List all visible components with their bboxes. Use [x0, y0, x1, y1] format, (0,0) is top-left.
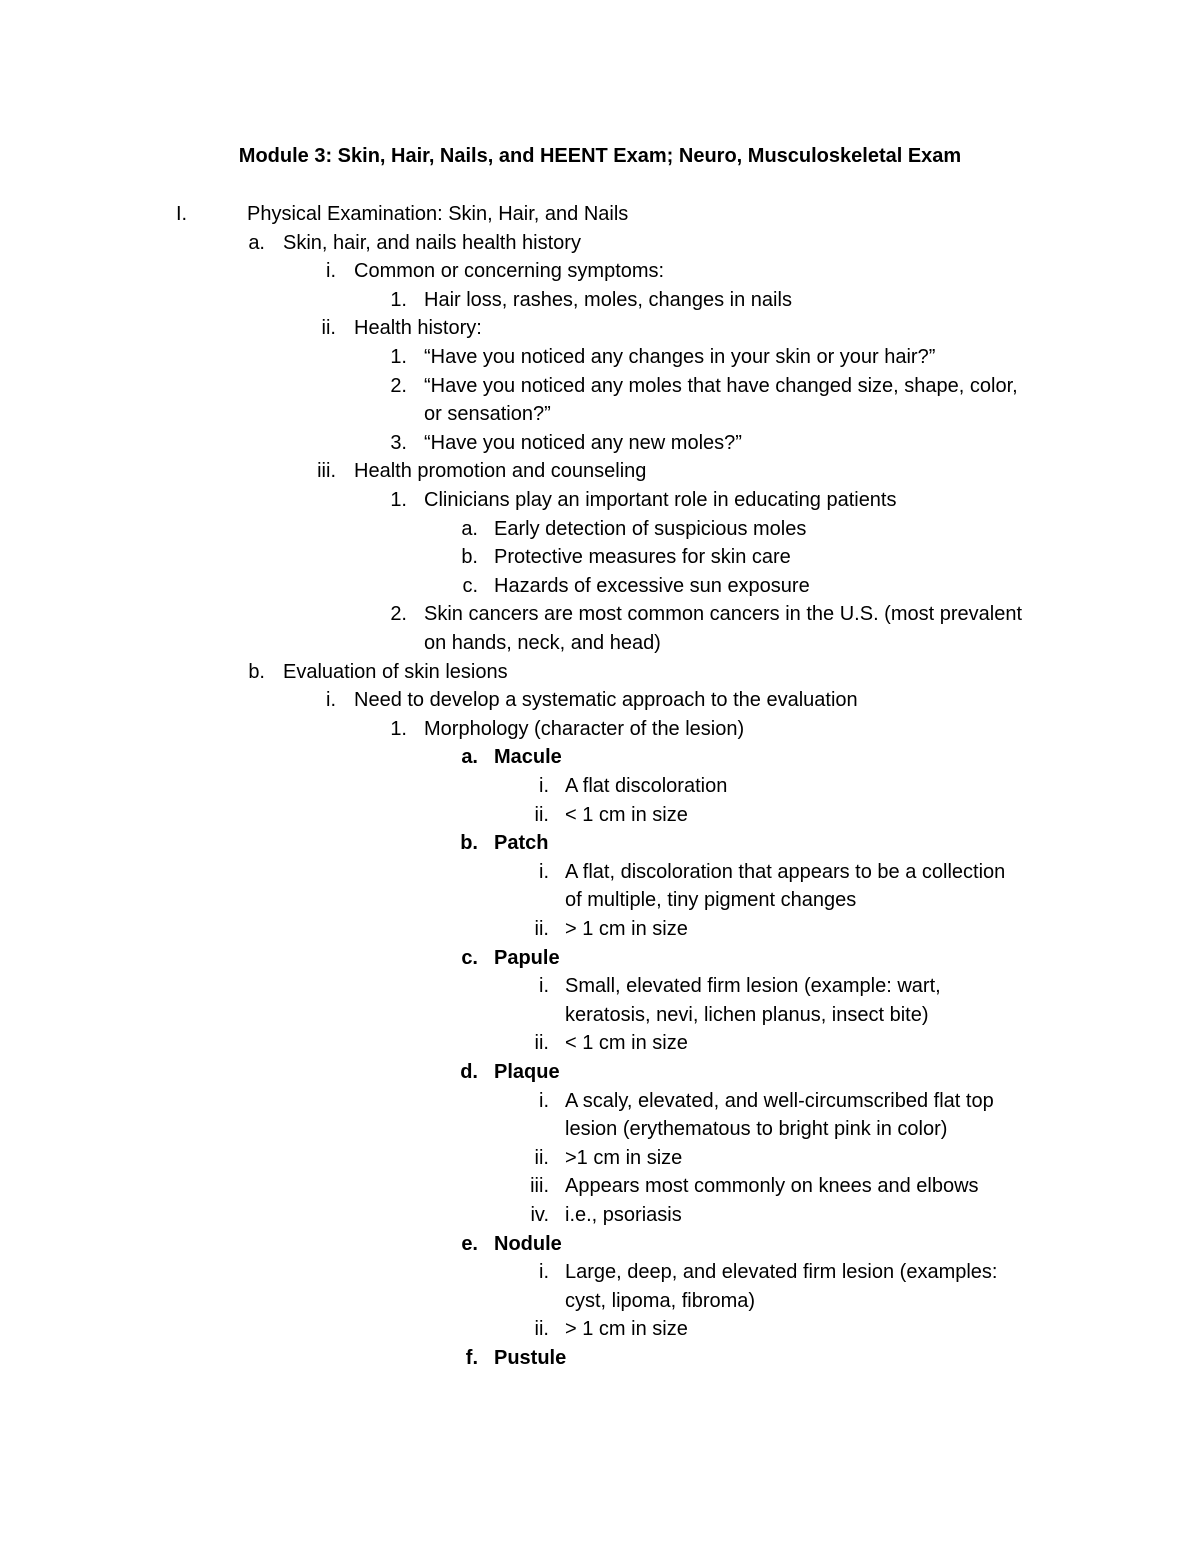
outline-marker: i. [539, 975, 549, 998]
outline-text: Macule [494, 746, 562, 769]
outline-text: Nodule [494, 1232, 562, 1255]
outline-item [0, 915, 1200, 944]
page-title: Module 3: Skin, Hair, Nails, and HEENT Exam; Neuro, Musculoskeletal Exam [238, 145, 962, 167]
outline-marker: iii. [530, 1175, 549, 1198]
outline-text: Early detection of suspicious moles [494, 517, 807, 540]
outline-text: A flat, discoloration that appears to be a collection [565, 860, 1006, 883]
outline-marker: ii. [534, 1146, 549, 1169]
outline-item [0, 1315, 1200, 1344]
outline-marker: ii. [534, 918, 549, 940]
outline-text: Pustule [494, 1347, 567, 1369]
outline-item [0, 1287, 1200, 1316]
outline-item [0, 200, 1200, 229]
outline-marker: ii. [321, 317, 336, 340]
outline-item [0, 1344, 1200, 1373]
outline-text: > 1 cm in size [565, 918, 688, 940]
outline-marker: a. [461, 746, 478, 769]
outline-text: Small, elevated firm lesion (example: wart, [565, 975, 941, 998]
outline-item [0, 286, 1200, 315]
outline-marker: i. [326, 260, 336, 283]
outline-item [0, 515, 1200, 544]
outline-marker: 3. [390, 431, 407, 454]
outline-item [0, 572, 1200, 601]
outline-text: Evaluation of skin lesions [283, 660, 508, 683]
outline-marker: b. [460, 832, 478, 855]
outline-item [0, 372, 1200, 401]
outline-text: Papule [494, 946, 560, 969]
outline-text: Skin cancers are most common cancers in the U.S. (most prevalent [424, 603, 1023, 626]
outline-marker: c. [461, 946, 478, 969]
outline-item [0, 1144, 1200, 1173]
outline-item [0, 658, 1200, 687]
outline-text: Common or concerning symptoms: [354, 260, 665, 283]
outline-marker: 2. [390, 603, 407, 626]
outline-marker: i. [539, 775, 549, 797]
outline-text: lesion (erythematous to bright pink in color) [565, 1118, 948, 1141]
outline-item [0, 1115, 1200, 1144]
outline-item [0, 629, 1200, 658]
outline-text: Health promotion and counseling [354, 460, 647, 483]
outline-text: “Have you noticed any new moles?” [424, 431, 742, 454]
outline-marker: ii. [534, 1318, 549, 1341]
outline-marker: e. [461, 1232, 478, 1255]
outline-item [0, 429, 1200, 458]
outline-item [0, 1258, 1200, 1287]
outline-marker: 1. [390, 489, 407, 511]
outline-item [0, 858, 1200, 887]
outline-text: Health history: [354, 317, 482, 340]
outline-text: Clinicians play an important role in educating patients [424, 489, 897, 511]
outline-text: of multiple, tiny pigment changes [565, 889, 857, 912]
outline-marker: 1. [390, 346, 407, 368]
outline-text: < 1 cm in size [565, 1032, 688, 1055]
outline-marker: 2. [390, 374, 407, 397]
outline-text: cyst, lipoma, fibroma) [565, 1289, 756, 1312]
outline-item [0, 1172, 1200, 1201]
outline-marker: c. [462, 574, 478, 597]
outline-marker: f. [465, 1347, 478, 1369]
outline-item [0, 1029, 1200, 1058]
outline-text: keratosis, nevi, lichen planus, insect bite) [565, 1003, 929, 1026]
outline-item [0, 1058, 1200, 1087]
outline-item [0, 457, 1200, 486]
outline-marker: 1. [390, 288, 407, 311]
outline-text: A scaly, elevated, and well-circumscribed flat top [565, 1089, 994, 1112]
outline-text: on hands, neck, and head) [424, 632, 661, 654]
outline-item [0, 1087, 1200, 1116]
outline-text: “Have you noticed any moles that have changed size, shape, color, [424, 374, 1018, 397]
outline-marker: b. [461, 546, 478, 569]
outline-text: Protective measures for skin care [494, 546, 791, 569]
outline-text: Hazards of excessive sun exposure [494, 574, 810, 597]
outline-text: Large, deep, and elevated firm lesion (examples: [565, 1261, 998, 1284]
outline-text: or sensation?” [424, 403, 551, 426]
outline-text: Morphology (character of the lesion) [424, 717, 745, 740]
outline-text: < 1 cm in size [565, 803, 688, 826]
outline-marker: ii. [534, 1032, 549, 1055]
outline-text: Physical Examination: Skin, Hair, and Nails [247, 203, 629, 225]
outline-marker: d. [460, 1061, 478, 1083]
outline-item [0, 257, 1200, 286]
outline-marker: 1. [390, 717, 407, 740]
outline-text: Hair loss, rashes, moles, changes in nails [424, 288, 792, 311]
outline-text: Plaque [494, 1061, 560, 1083]
outline-text: “Have you noticed any changes in your skin or your hair?” [424, 346, 936, 368]
outline-item [0, 600, 1200, 629]
outline-item [0, 801, 1200, 830]
outline-text: Patch [494, 832, 549, 855]
outline-item [0, 686, 1200, 715]
outline-text: Skin, hair, and nails health history [283, 231, 581, 254]
outline-text: Need to develop a systematic approach to the evaluation [354, 689, 858, 712]
outline-marker: b. [248, 660, 265, 683]
outline-item [0, 543, 1200, 572]
outline-marker: ii. [534, 803, 549, 826]
outline-text: >1 cm in size [565, 1146, 683, 1169]
outline-item [0, 343, 1200, 372]
outline-marker: I. [176, 203, 188, 225]
outline-item [0, 229, 1200, 258]
outline-item [0, 486, 1200, 515]
outline-text: Appears most commonly on knees and elbows [565, 1175, 979, 1198]
outline-item [0, 314, 1200, 343]
outline-item [0, 829, 1200, 858]
outline-marker: iv. [530, 1204, 549, 1226]
outline-item [0, 886, 1200, 915]
outline-item [0, 972, 1200, 1001]
outline-text: > 1 cm in size [565, 1318, 688, 1341]
outline-item [0, 1230, 1200, 1259]
outline-marker: i. [539, 860, 549, 883]
outline-text: A flat discoloration [565, 775, 728, 797]
outline-text: i.e., psoriasis [565, 1204, 682, 1226]
outline-marker: iii. [317, 460, 336, 483]
outline-item [0, 715, 1200, 744]
outline-marker: i. [539, 1089, 549, 1112]
outline-item [0, 1001, 1200, 1030]
outline-item [0, 400, 1200, 429]
outline-item [0, 772, 1200, 801]
outline-item [0, 1201, 1200, 1230]
outline-marker: i. [326, 689, 336, 712]
outline-item [0, 944, 1200, 973]
outline-marker: i. [539, 1261, 549, 1284]
outline-marker: a. [461, 517, 478, 540]
outline-item [0, 743, 1200, 772]
outline-marker: a. [248, 231, 265, 254]
